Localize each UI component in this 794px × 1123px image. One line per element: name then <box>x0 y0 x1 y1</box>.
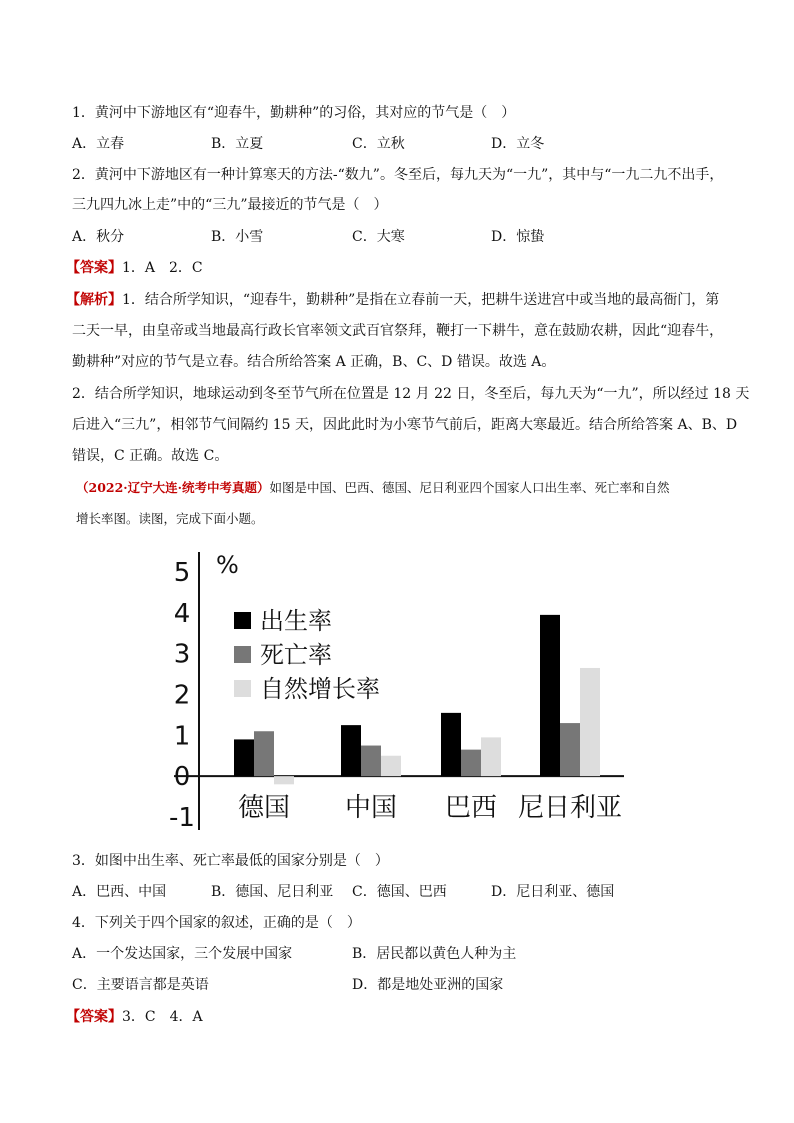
y-tick-label: -1 <box>169 803 195 833</box>
q3-stem: 3．如图中出生率、死亡率最低的国家分别是（ ） <box>72 853 389 869</box>
q1-option-d: D．立冬 <box>491 136 545 152</box>
q2-stem-line1: 2．黄河中下游地区有一种计算寒天的方法-“数九”。冬至后，每九天为“一九”，其中与“一九二九不出手， <box>72 167 724 183</box>
x-category-labels <box>238 793 622 823</box>
q2-option-b: B．小雪 <box>211 229 264 245</box>
q1-option-c: C．立秋 <box>352 136 405 152</box>
bar <box>361 746 381 777</box>
y-unit-label: % <box>216 551 239 579</box>
q1-option-a: A．立春 <box>72 136 125 152</box>
answer-tag: 【答案】 <box>66 260 122 276</box>
q4-option-d: D．都是地处亚洲的国家 <box>352 977 504 993</box>
analysis-line5: 后进入“三九”，相邻节气间隔约 15 天，因此此时为小寒节气前后，距离大寒最近。结合所给答案 A、B、D <box>72 417 738 433</box>
answer-text: 1．A 2．C <box>122 260 203 276</box>
q1-stem: 1．黄河中下游地区有“迎春牛，勤耕种”的习俗，其对应的节气是（ ） <box>72 105 516 121</box>
legend-swatch <box>234 646 251 663</box>
q1-option-b: B．立夏 <box>211 136 264 152</box>
q4-option-b: B．居民都以黄色人种为主 <box>352 946 517 962</box>
answer-block-1 <box>66 258 203 278</box>
answer-text: 3．C 4．A <box>122 1009 203 1025</box>
bar <box>461 750 481 777</box>
y-tick-label: 1 <box>173 721 191 752</box>
q3-option-b: B．德国、尼日利亚 <box>211 884 334 900</box>
bar <box>274 776 294 784</box>
population-rate-chart <box>160 540 640 840</box>
x-category-label: 中国 <box>344 793 398 824</box>
analysis-line3: 勤耕种”对应的节气是立春。结合所给答案 A 正确，B、C、D 错误。故选 A。 <box>72 354 556 370</box>
intro-line1: （2022·辽宁大连·统考中考真题）如图是中国、巴西、德国、尼日利亚四个国家人口出生率、死亡率和自然 <box>76 480 670 495</box>
source-tag: （2022·辽宁大连·统考中考真题） <box>76 480 270 495</box>
q2-option-d: D．惊蛰 <box>491 229 545 245</box>
y-tick-label: 2 <box>173 680 191 711</box>
y-tick-label: 3 <box>173 639 191 670</box>
q3-option-a: A．巴西、中国 <box>72 884 167 900</box>
bar <box>234 739 254 776</box>
legend-label: 出生率 <box>260 607 332 635</box>
answer-block-2 <box>66 1007 203 1027</box>
q3-option-c: C．德国、巴西 <box>352 884 447 900</box>
q2-option-c: C．大寒 <box>352 229 405 245</box>
bar <box>540 615 560 776</box>
bar <box>481 737 501 776</box>
legend-swatch <box>234 612 251 629</box>
analysis-line1: 【解析】1．结合所学知识，“迎春牛，勤耕种”是指在立春前一天，把耕牛送进宫中或当地的最高衙门，第 <box>66 292 720 308</box>
q4-option-a: A．一个发达国家，三个发展中国家 <box>72 946 293 962</box>
x-category-label: 巴西 <box>444 793 498 824</box>
y-tick-label: 5 <box>173 558 191 588</box>
analysis-line2: 二天一早，由皇帝或当地最高行政长官率领文武百官祭拜，鞭打一下耕牛，意在鼓励农耕，因此“迎春牛， <box>72 323 724 339</box>
legend-label: 死亡率 <box>260 641 332 669</box>
bar <box>381 756 401 776</box>
x-category-label: 尼日利亚 <box>517 793 623 824</box>
bar <box>341 725 361 776</box>
q3-option-d: D．尼日利亚、德国 <box>491 884 615 900</box>
chart-legend <box>234 607 380 703</box>
analysis-line6: 错误，C 正确。故选 C。 <box>72 448 229 464</box>
analysis-tag: 【解析】 <box>66 292 122 308</box>
answer-tag: 【答案】 <box>66 1009 122 1025</box>
bar <box>580 668 600 776</box>
q2-stem-line2: 三九四九冰上走”中的“三九”最接近的节气是（ ） <box>72 197 388 213</box>
q2-option-a: A．秋分 <box>72 229 125 245</box>
legend-label: 自然增长率 <box>260 675 380 703</box>
analysis-line4: 2．结合所学知识，地球运动到冬至节气所在位置是 12 月 22 日，冬至后，每九天为“一九”，所以经过 18 天 <box>72 386 750 402</box>
q4-stem: 4．下列关于四个国家的叙述，正确的是（ ） <box>72 915 361 931</box>
bar <box>560 723 580 776</box>
bar <box>441 713 461 776</box>
y-tick-labels <box>169 558 195 833</box>
y-tick-label: 4 <box>173 598 191 629</box>
x-category-label: 德国 <box>237 793 291 824</box>
legend-swatch <box>234 680 251 697</box>
y-tick-label: 0 <box>173 762 191 793</box>
q4-option-c: C．主要语言都是英语 <box>72 977 209 993</box>
bar <box>254 731 274 776</box>
intro-line2: 增长率图。读图，完成下面小题。 <box>76 511 264 526</box>
